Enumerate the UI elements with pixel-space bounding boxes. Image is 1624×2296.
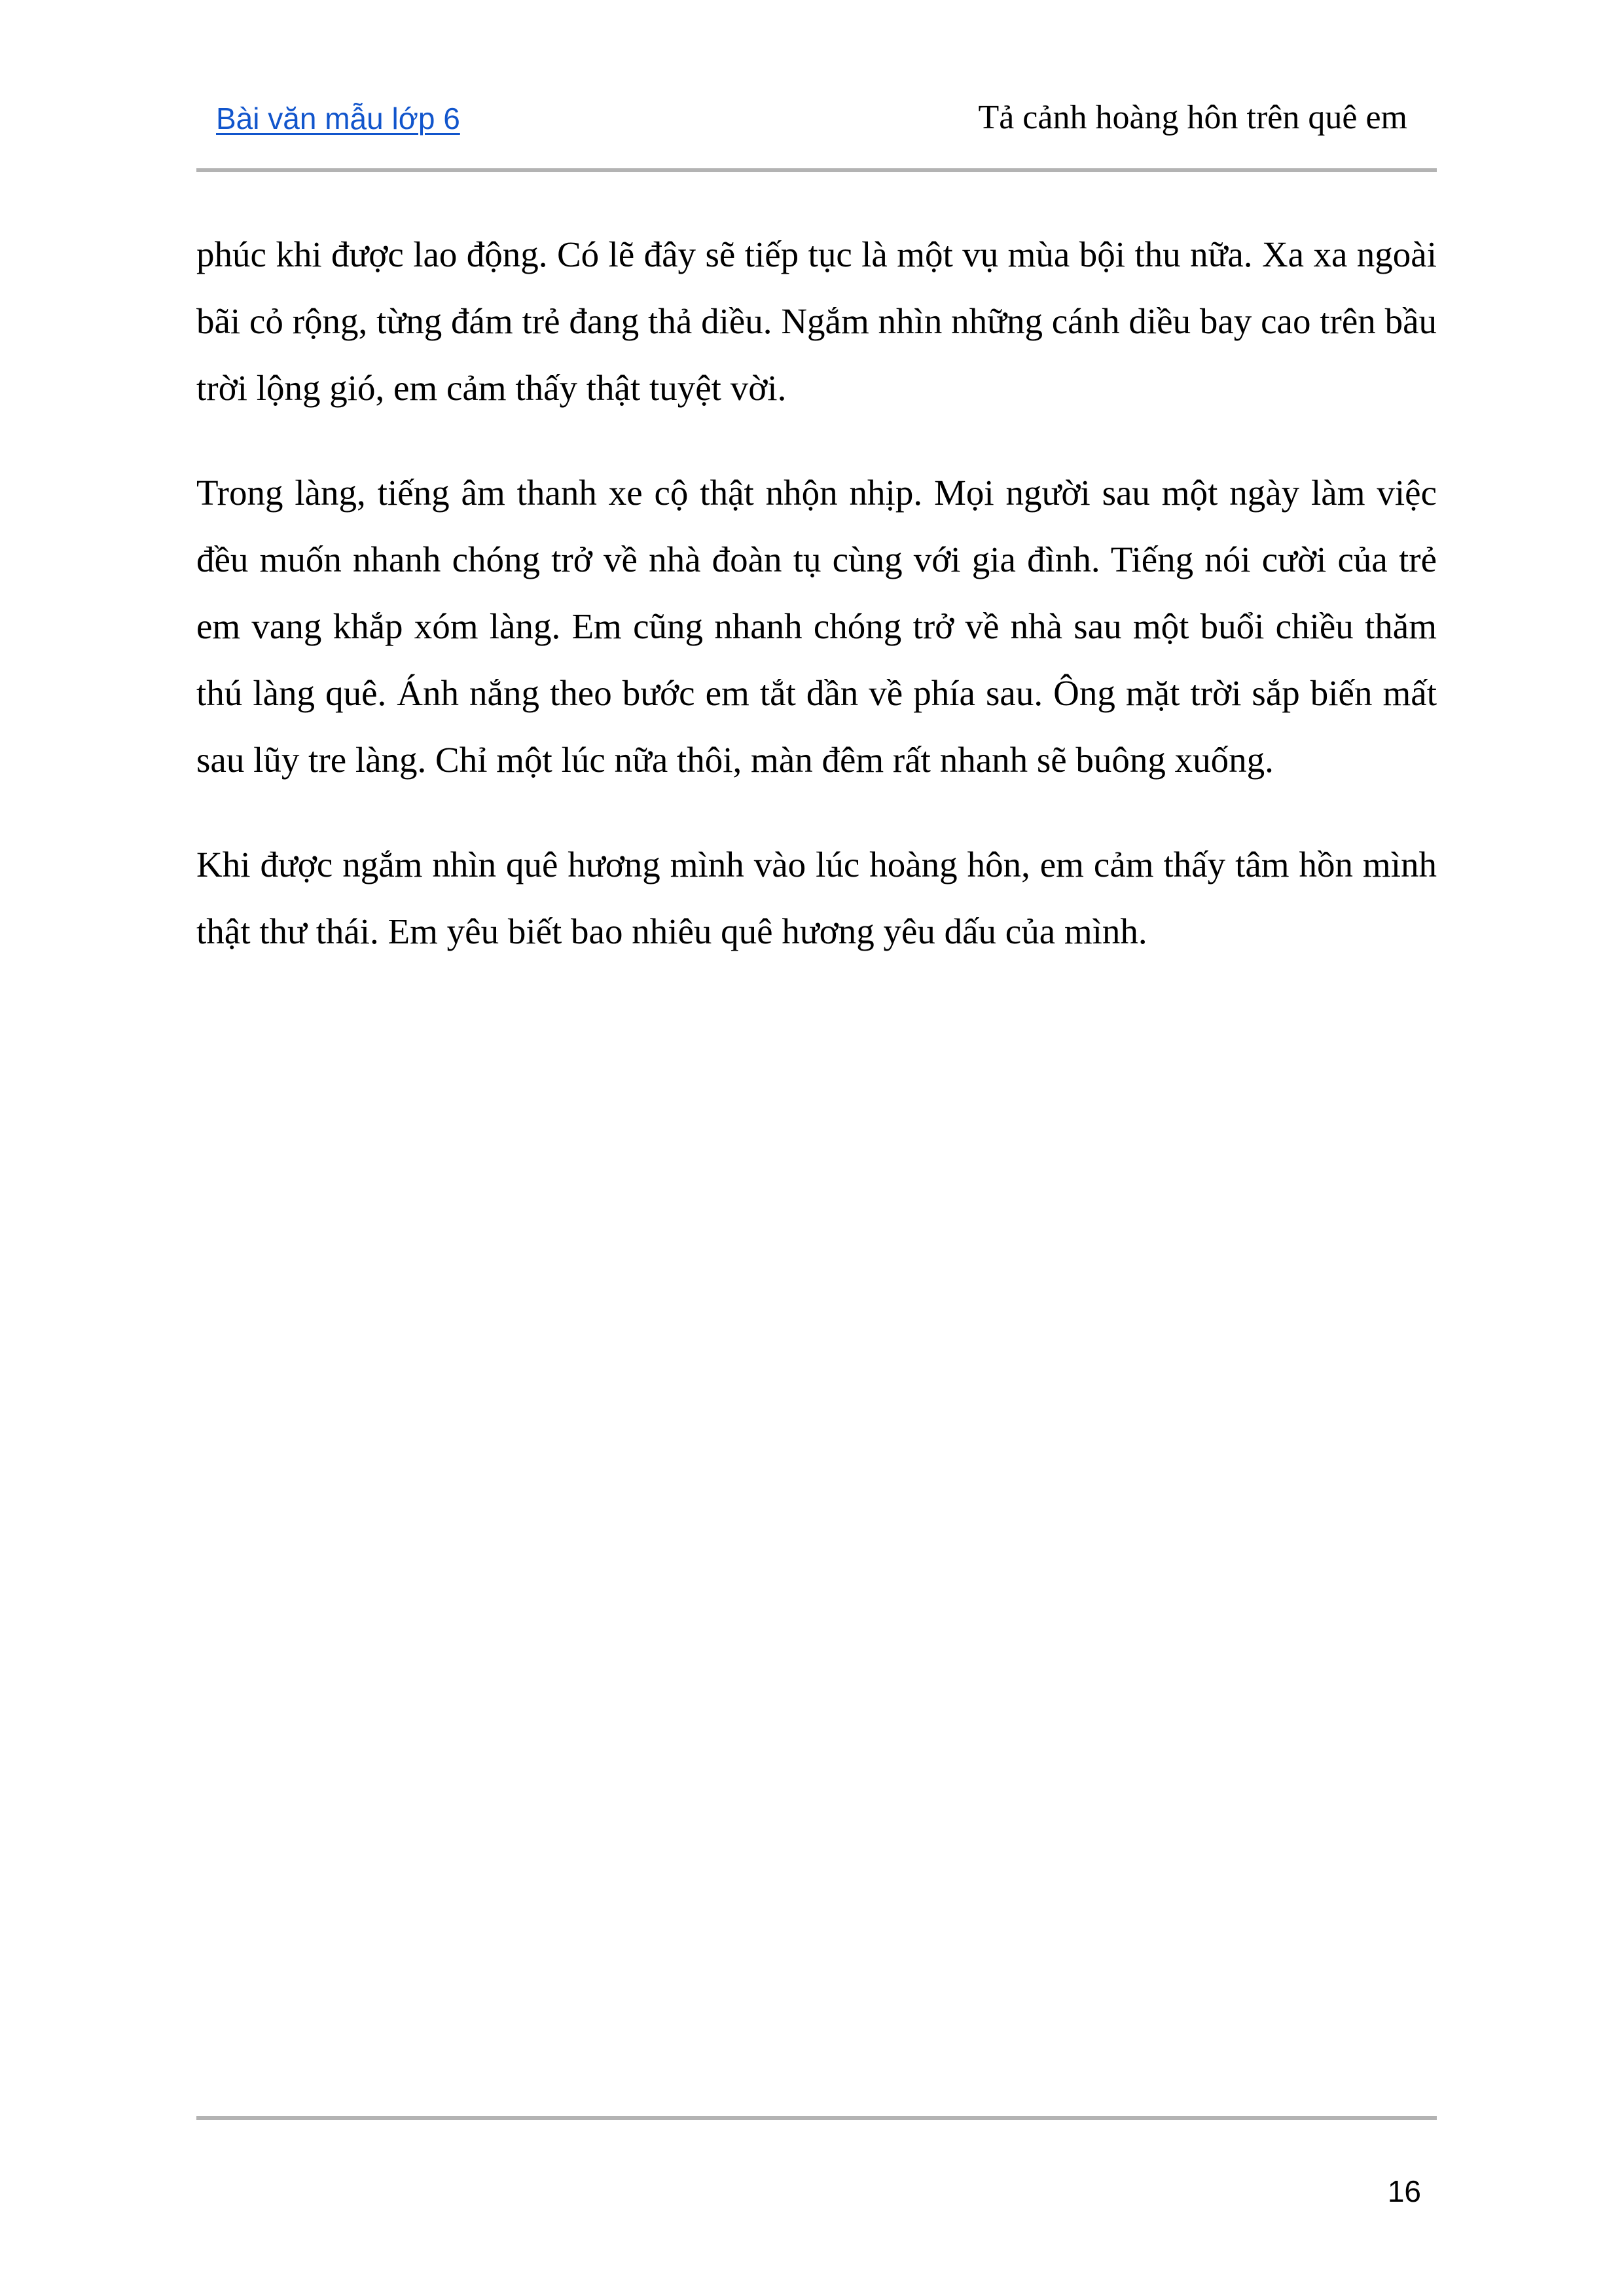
paragraph: phúc khi được lao động. Có lẽ đây sẽ tiếp tục là một vụ mùa bội thu nữa. Xa xa ngoài bãi cỏ rộng, từng đám trẻ đang thả diều. Ngắm nhìn những cánh diều bay cao trên bầu trời lộng gió, em cảm thấy thật tuyệt vời. [196,234,1437,408]
page-number: 16 [1387,2174,1421,2208]
paragraph: Khi được ngắm nhìn quê hương mình vào lúc hoàng hôn, em cảm thấy tâm hồn mình thật thư thái. Em yêu biết bao nhiêu quê hương yêu dấu của mình. [196,845,1437,951]
paragraph: Trong làng, tiếng âm thanh xe cộ thật nhộn nhịp. Mọi người sau một ngày làm việc đều muốn nhanh chóng trở về nhà đoàn tụ cùng với gia đình. Tiếng nói cười của trẻ em vang khắp xóm làng. Em cũng nhanh chóng trở về nhà sau một buổi chiều thăm thú làng quê. Ánh nắng theo bước em tắt dần về phía sau. Ông mặt trời sắp biến mất sau lũy tre làng. Chỉ một lúc nữa thôi, màn đêm rất nhanh sẽ buông xuống. [196,473,1437,780]
body-text [196,221,1437,1003]
page-header [196,98,1437,144]
footer-divider [196,2116,1437,2120]
series-link[interactable]: Bài văn mẫu lớp 6 [216,101,460,136]
header-divider [196,168,1437,172]
header-title: Tả cảnh hoàng hôn trên quê em [978,99,1407,136]
